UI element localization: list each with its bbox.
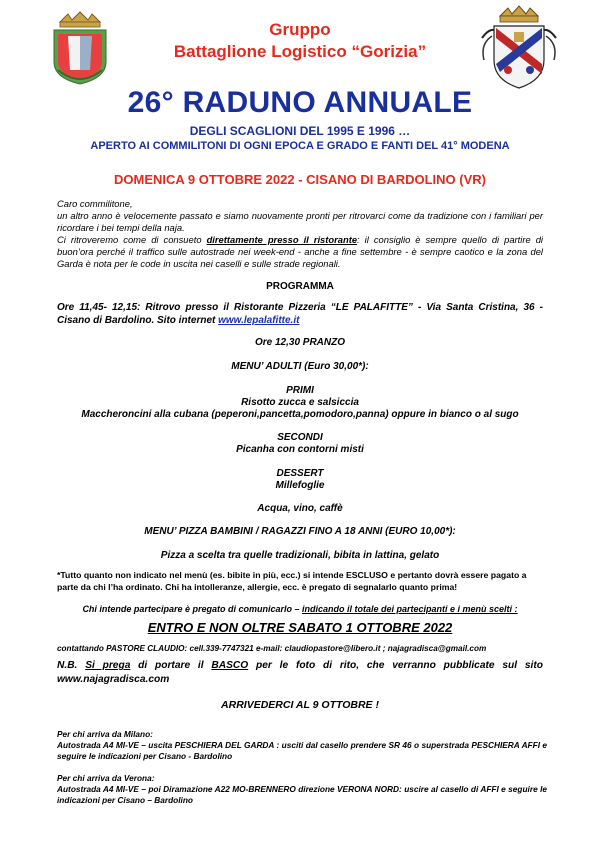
footnote-escluso: *Tutto quanto non indicato nel menù (es. bibite in più, ecc.) si intende ESCLUSO e pertanto dovrà essere pagato a parte da chi l’ha ordinato. Chi ha intolleranze, allergie, ecc. è pregato di segnalarlo quanto prima! <box>57 570 527 592</box>
group-label: Gruppo <box>269 20 331 39</box>
dessert-item-1: Millefoglie <box>275 480 325 491</box>
intro-p2-start: Ci ritroveremo come di consueto <box>57 234 207 245</box>
event-date-place: DOMENICA 9 OTTOBRE 2022 - CISANO DI BARDOLINO (VR) <box>114 172 486 187</box>
programma-title: PROGRAMMA <box>266 281 334 292</box>
greeting: Caro commilitone, <box>57 198 133 209</box>
ritrovo-text: Ore 11,45- 12,15: Ritrovo presso il Ristorante Pizzeria “LE PALAFITTE” - Via Santa Cristina, 36 - Cisano di Bardolino. Sito internet <box>57 302 543 326</box>
directions-milano-title: Per chi arriva da Milano: <box>57 729 153 739</box>
intro-paragraph-2 <box>57 234 543 270</box>
primi-item-1: Risotto zucca e salsiccia <box>241 397 359 408</box>
partecipazione-underlined: indicando il totale dei partecipanti e i menù scelti : <box>302 604 518 614</box>
battalion-name: Battaglione Logistico “Gorizia” <box>173 42 427 61</box>
nb-basco: BASCO <box>211 660 249 671</box>
secondi-title: SECONDI <box>277 432 323 443</box>
nb-text: di portare il <box>130 660 212 671</box>
nb-prega: Si prega <box>85 660 131 671</box>
directions-verona-title: Per chi arriva da Verona: <box>57 773 155 783</box>
directions-verona <box>57 773 547 806</box>
directions-verona-text: Autostrada A4 MI-VE – poi Diramazione A22 MO-BRENNERO direzione VERONA NORD: uscire al casello di AFFI e seguire le indicazioni per Cisano – Bardolino <box>57 784 547 805</box>
primi-title: PRIMI <box>286 385 314 396</box>
directions-milano <box>57 729 547 762</box>
primi-item-2: Maccheroncini alla cubana (peperoni,pancetta,pomodoro,panna) oppure in bianco o al sugo <box>81 409 519 420</box>
subtitle-open-to: APERTO AI COMMILITONI DI OGNI EPOCA E GRADO E FANTI DEL 41° MODENA <box>90 140 510 152</box>
partecipazione-text: Chi intende partecipare è pregato di comunicarlo – <box>82 604 302 614</box>
secondi-item-1: Picanha con contorni misti <box>236 444 364 455</box>
restaurant-website-link[interactable]: www.lepalafitte.it <box>218 315 300 326</box>
directions-milano-text: Autostrada A4 MI-VE – uscita PESCHIERA DEL GARDA : usciti dal casello prendere SR 46 o superstrada PESCHIERA AFFI e seguire le indicazioni per Cisano - Bardolino <box>57 740 547 761</box>
menu-bambini-pizza: Pizza a scelta tra quelle tradizionali, bibita in lattina, gelato <box>160 550 440 561</box>
dessert-title: DESSERT <box>276 468 324 479</box>
ritrovo-paragraph <box>57 301 543 327</box>
pranzo-time: Ore 12,30 PRANZO <box>254 337 346 348</box>
page-title: 26° RADUNO ANNUALE <box>127 86 473 119</box>
contact-line: contattando PASTORE CLAUDIO: cell.339-7747321 e-mail: claudiopastore@libero.it ; najagradisca@gmail.com <box>57 644 487 653</box>
nb-note <box>57 659 543 687</box>
nb-label: N.B. <box>57 660 86 671</box>
intro-paragraph-1: un altro anno è velocemente passato e siamo nuovamente pronti per ritrovarci come da tradizione con i familiari per ricordare i bei tempi della naja. <box>57 210 543 233</box>
partecipazione-notice <box>0 603 600 615</box>
intro-section <box>57 198 543 270</box>
subtitle-scaglioni: DEGLI SCAGLIONI DEL 1995 E 1996 … <box>189 124 411 138</box>
beverages: Acqua, vino, caffè <box>257 503 343 514</box>
deadline: ENTRO E NON OLTRE SABATO 1 OTTOBRE 2022 <box>147 620 453 635</box>
arrivederci: ARRIVEDERCI AL 9 OTTOBRE ! <box>221 699 379 711</box>
intro-p2-end: : il consiglio è sempre quello di partire di buon’ora perché il traffico sulle autostrade nei week-end - anche a fine settembre - è sempre caotico e la zona del Garda è nota per le code in uscita nei caselli e sulle strade regionali. <box>57 234 543 269</box>
menu-adulti-title: MENU’ ADULTI (Euro 30,00*): <box>231 361 369 372</box>
intro-p2-emphasis: direttamente presso il ristorante <box>206 234 358 245</box>
nb-site: per le foto di rito, che verranno pubblicate sul sito www.najagradisca.com <box>57 660 543 685</box>
menu-bambini-title: MENU’ PIZZA BAMBINI / RAGAZZI FINO A 18 ANNI (EURO 10,00*): <box>144 526 456 537</box>
